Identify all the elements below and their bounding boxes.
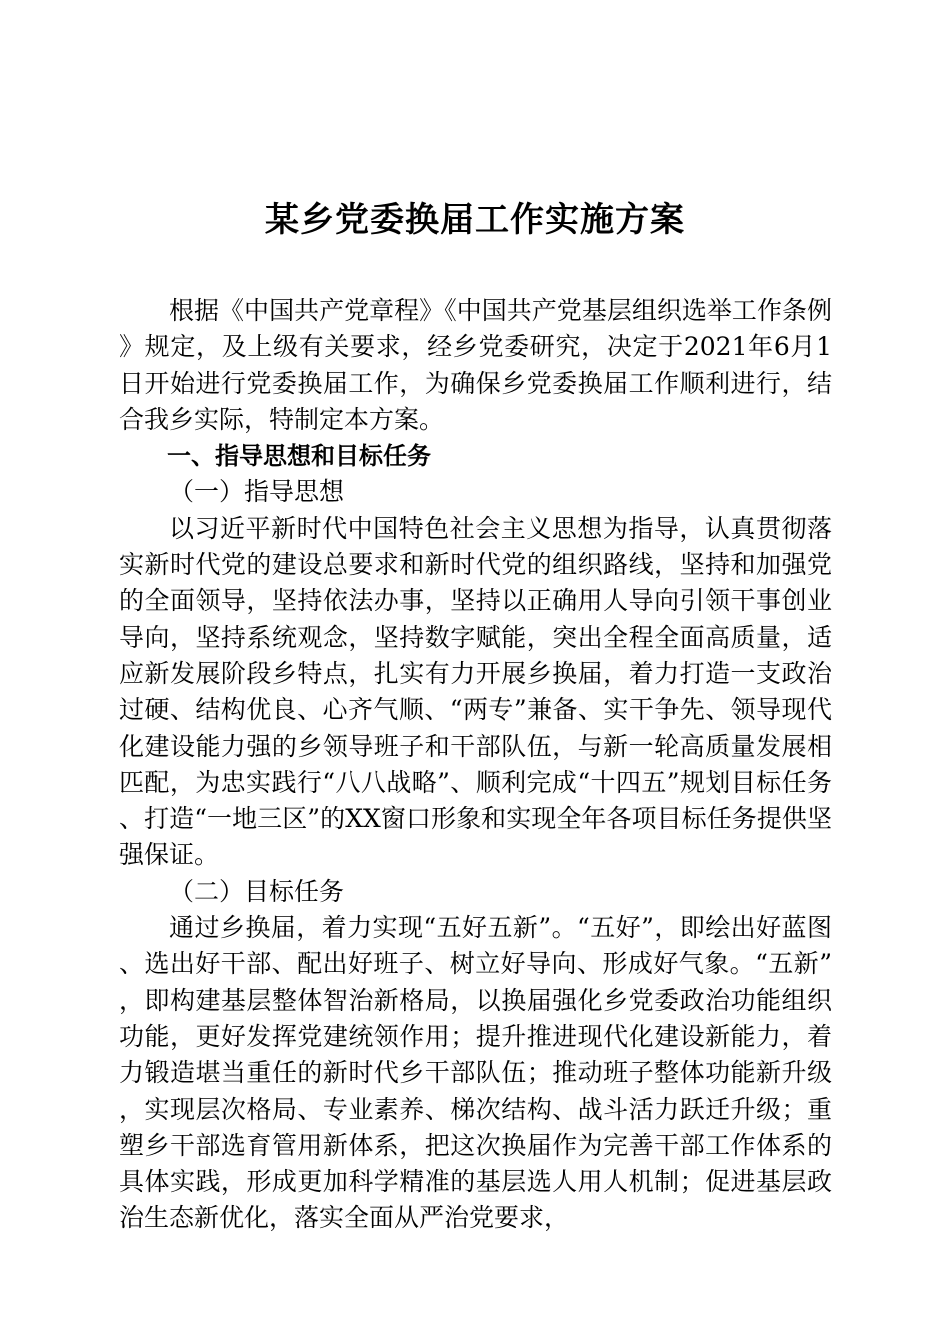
guiding-ideology-paragraph: 以习近平新时代中国特色社会主义思想为指导，认真贯彻落实新时代党的建设总要求和新时代党的组织路线，坚持和加强党的全面领导，坚持依法办事，坚持以正确用人导向引领干事创业导向，坚持系统观念，坚持数字赋能，突出全程全面高质量，适应新发展阶段乡特点，扎实有力开展乡换届，着力打造一支政治过硬、结构优良、心齐气顺、“两专”兼备、实干争先、领导现代化建设能力强的乡领导班子和干部队伍，与新一轮高质量发展相匹配，为忠实践行“八八战略”、顺利完成“十四五”规划目标任务、打造“一地三区”的XX窗口形象和实现全年各项目标任务提供坚强保证。 <box>119 513 832 870</box>
subsection-heading-goals: （二）目标任务 <box>169 876 345 906</box>
goals-paragraph: 通过乡换届，着力实现“五好五新”。“五好”，即绘出好蓝图、选出好干部、配出好班子、树立好导向、形成好气象。“五新”，即构建基层整体智治新格局，以换届强化乡党委政治功能组织功能，更好发挥党建统领作用；提升推进现代化建设新能力，着力锻造堪当重任的新时代乡干部队伍；推动班子整体功能新升级，实现层次格局、专业素养、梯次结构、战斗活力跃迁升级；重塑乡干部选育管用新体系，把这次换届作为完善干部工作体系的具体实践，形成更加科学精准的基层选人用人机制；促进基层政治生态新优化，落实全面从严治党要求， <box>119 913 832 1233</box>
document-body <box>119 293 832 1237</box>
subsection-heading-guiding-ideology: （一）指导思想 <box>169 477 345 507</box>
section-heading-guiding-ideology-and-goals: 一、指导思想和目标任务 <box>167 442 431 471</box>
intro-paragraph: 根据《中国共产党章程》《中国共产党基层组织选举工作条例》规定，及上级有关要求，经乡党委研究，决定于2021年6月1日开始进行党委换届工作，为确保乡党委换届工作顺利进行，结合我乡实际，特制定本方案。 <box>119 296 832 434</box>
document-title: 某乡党委换届工作实施方案 <box>265 200 685 240</box>
